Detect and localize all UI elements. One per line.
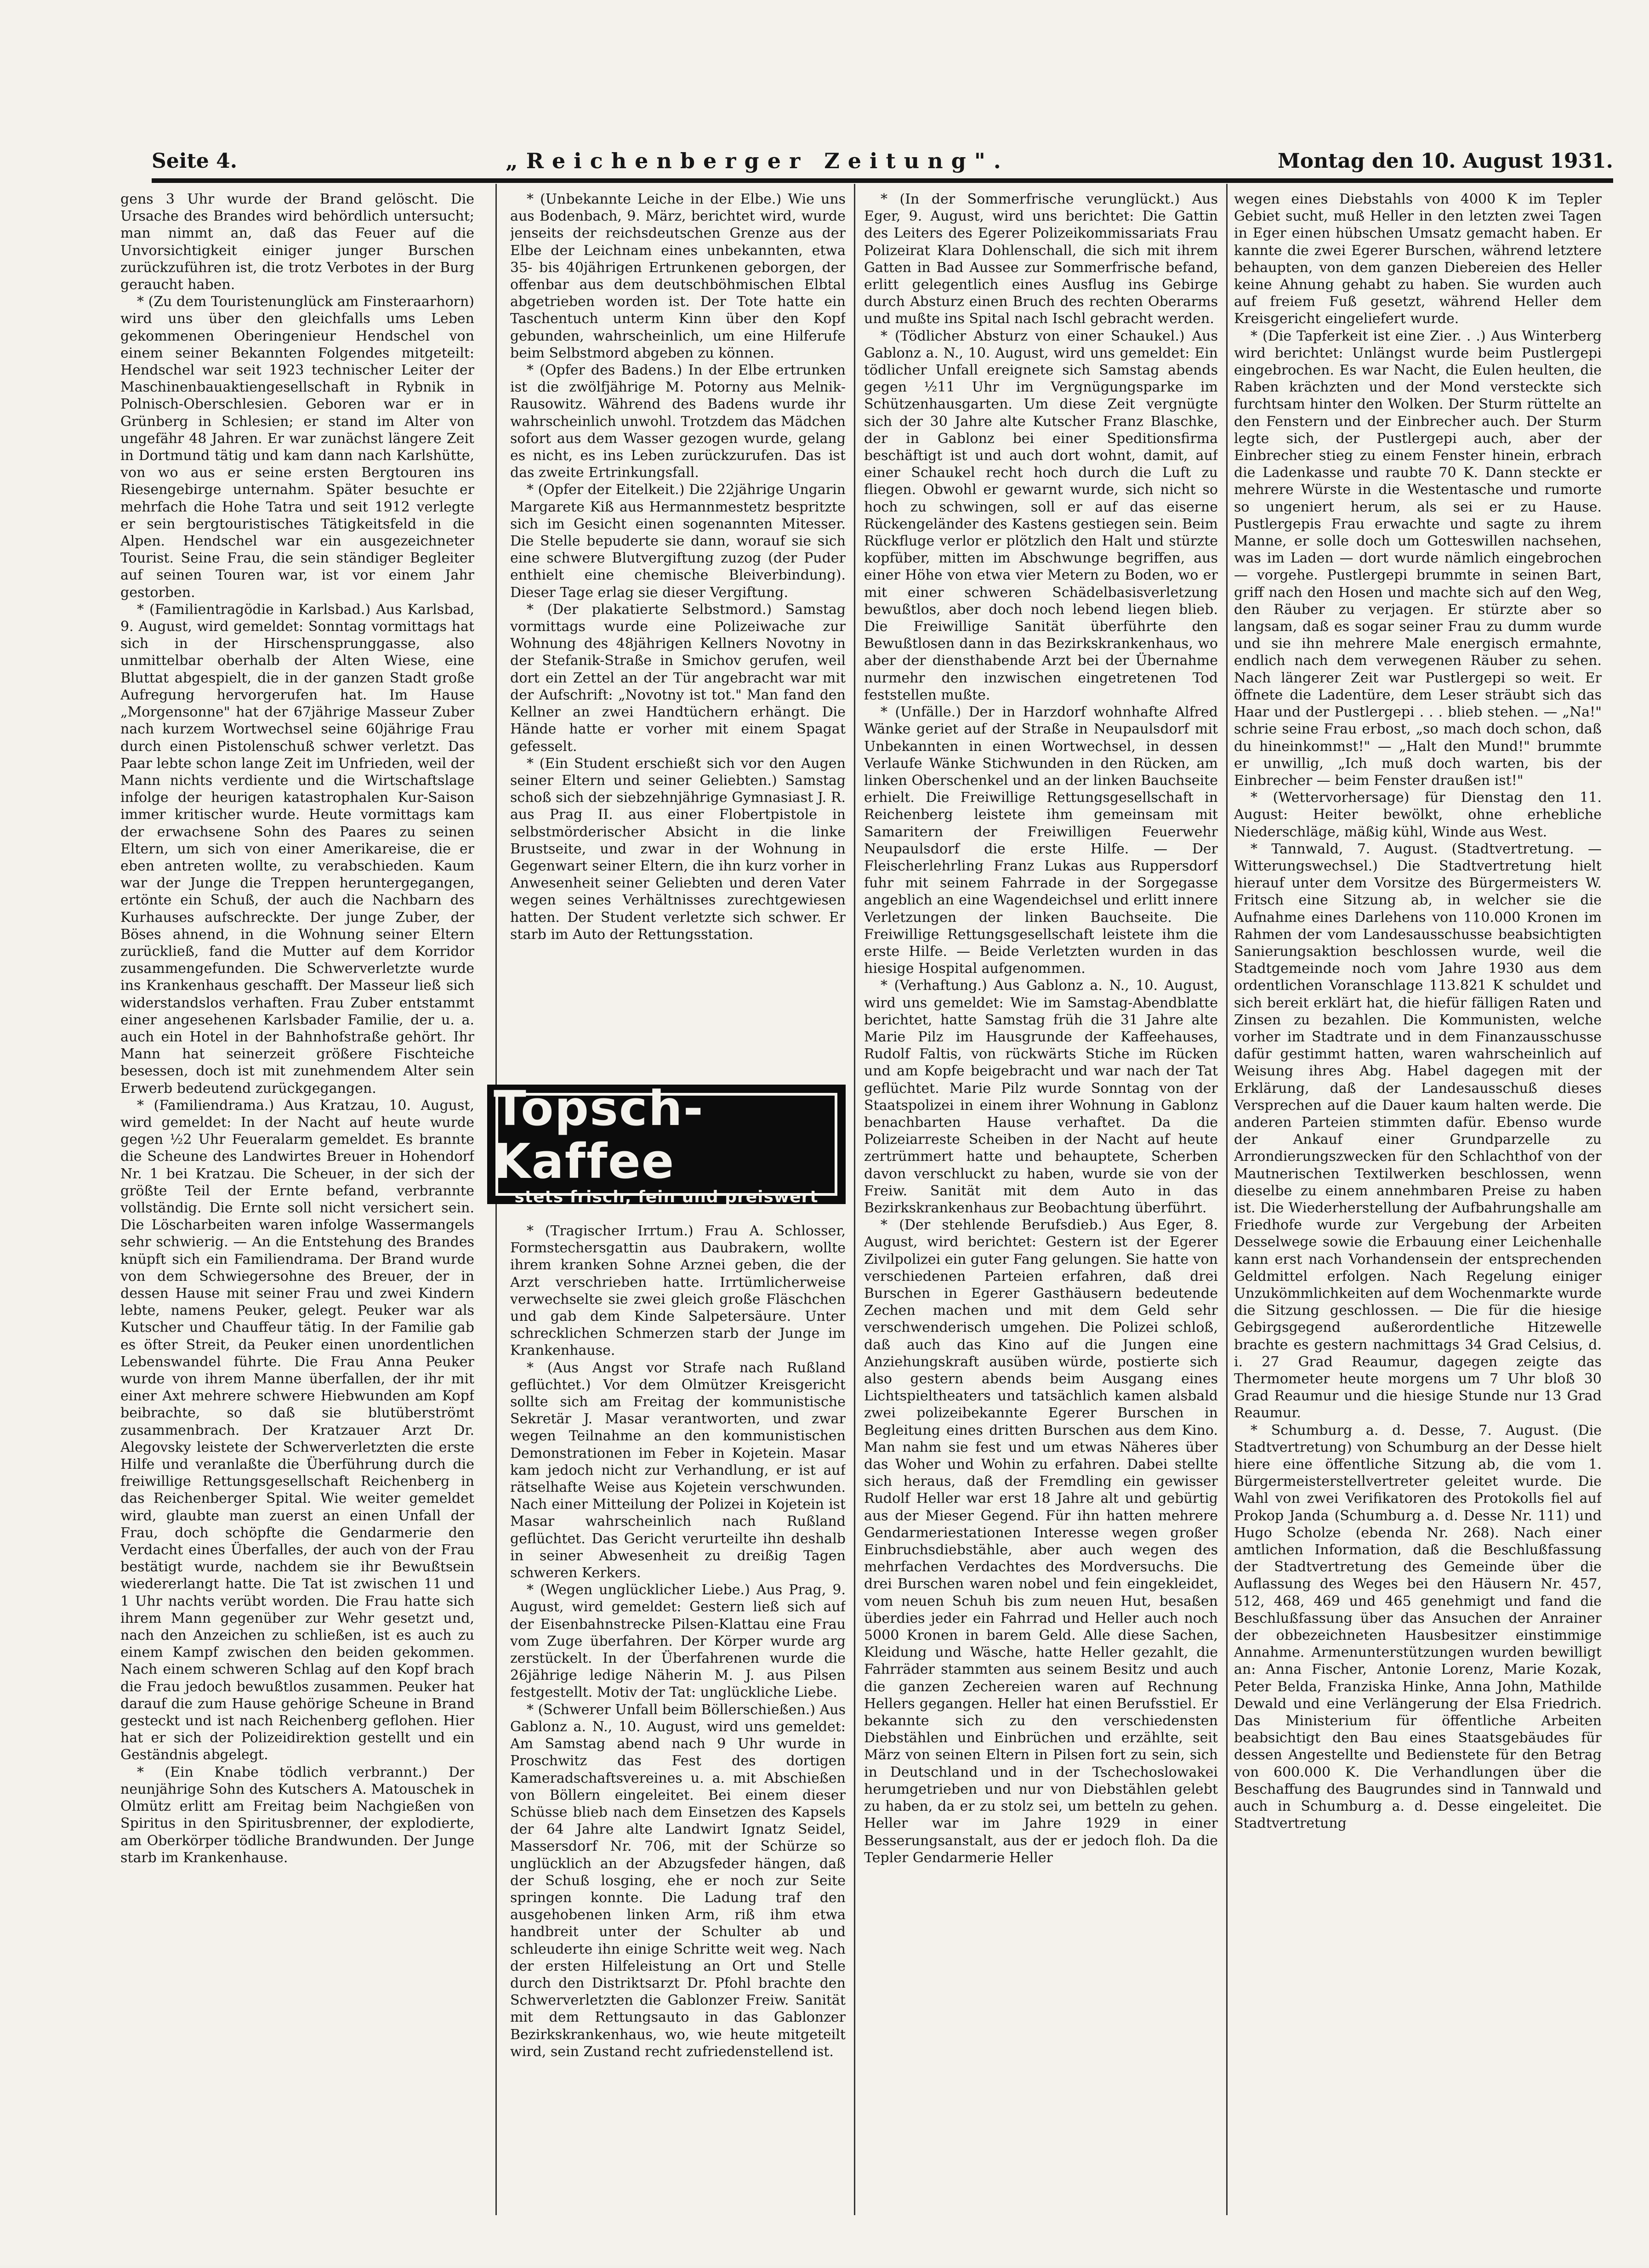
ad-brand: Topsch-Kaffee — [494, 1080, 704, 1189]
article-paragraph: * (Verhaftung.) Aus Gablonz a. N., 10. August, wird uns gemeldet: Wie im Samstag-Abendblatte berichtet, hatte Samstag früh die 31 Jahre alte Marie Pilz im Hausgrunde der Kaffeehauses, Rudolf Faltis, von rückwärts Stiche im Rücken und am Kopfe beigebracht und war nach der Tat geflüchtet. Marie Pilz wurde Sonntag von der Staatspolizei in einem ihrer Wohnung in Gablonz benachbarten Hause verhaftet. Da die Polizeiarreste Scheiben in der Nacht auf heute zertrümmert hatte und behauptete, Scherben davon verschluckt zu haben, wurde sie von der Freiw. Sanität mit dem Auto in das Bezirkskrankenhaus zur Beobachtung überführt. — [864, 978, 1218, 1216]
column-3 — [864, 191, 1218, 2268]
newspaper-title: „Reichenberger Zeitung". — [506, 148, 1009, 173]
article-paragraph: * (Die Tapferkeit ist eine Zier. . .) Aus Winterberg wird berichtet: Unlängst wurde beim Pustlergepi eingebrochen. Es war Nacht, die Eulen heulten, die Raben krächzten und der Mond versteckte sich furchtsam hinter den Wolken. Der Sturm rüttelte an den Fenstern und der Einbrecher auch. Der Sturm legte sich, der Pustlergepi auch, aber der Einbrecher stieg zu einem Fenster hinein, erbrach die Ladenkasse und raubte 70 K. Dann steckte er mehrere Würste in die Westentasche und rumorte so ungeniert herum, als sei er zu Hause. Pustlergepis Frau erwachte und sagte zu ihrem Manne, er solle doch um Gotteswillen nachsehen, was im Laden — dort wurde nämlich eingebrochen — vorgehe. Pustlergepi brummte in seinen Bart, griff nach den Hosen und machte sich auf den Weg, den Räuber zu verjagen. Er stürzte aber so langsam, daß es sogar seiner Frau zu dumm wurde und sie ihn mehrere Male energisch ermahnte, endlich nach dem verwegenen Räuber zu sehen. Nach längerer Zeit war Pustlergepi so weit. Er öffnete die Ladentüre, dem Leser sträubt sich das Haar und der Pustlergepi . . . blieb stehen. — „Na!" schrie seine Frau erbost, „so mach doch schon, daß du hineinkommst!" — „Halt den Mund!" brummte er unwillig, „Ich muß doch warten, bis der Einbrecher — beim Fenster draußen ist!" — [1234, 328, 1602, 789]
article-paragraph: * (Unbekannte Leiche in der Elbe.) Wie uns aus Bodenbach, 9. März, berichtet wird, wurde jenseits der reichsdeutschen Grenze aus der Elbe der Leichnam eines unbekannten, etwa 35- bis 40jährigen Ertrunkenen geborgen, der offenbar aus dem deutschböhmischen Elbtal abgetrieben worden ist. Der Tote hatte ein Taschentuch unterm Kinn über den Kopf gebunden, wahrscheinlich, um eine Hilferufe beim Selbstmord abgeben zu können. — [510, 191, 846, 361]
article-paragraph: * (Ein Knabe tödlich verbrannt.) Der neunjährige Sohn des Kutschers A. Matouschek in Olmütz erlitt am Freitag beim Nachgießen von Spiritus in den Spiritusbrenner, der explodierte, am Oberkörper tödliche Brandwunden. Der Junge starb im Krankenhause. — [120, 1764, 474, 1866]
article-paragraph: * (Wettervorhersage) für Dienstag den 11. August: Heiter bewölkt, ohne erhebliche Niederschläge, mäßig kühl, Winde aus West. — [1234, 790, 1602, 840]
article-paragraph: * Tannwald, 7. August. (Stadtvertretung. — Witterungswechsel.) Die Stadtvertretung hielt hierauf unter dem Vorsitze des Bürgermeisters W. Fritsch eine Sitzung ab, in welcher sie die Aufnahme eines Darlehens von 110.000 Kronen im Rahmen der vom Landesausschusse beabsichtigten Sanierungsaktion beschlossen wurde, weil die Stadtgemeinde noch vom Jahre 1930 aus dem ordentlichen Voranschlage 113.821 K schuldet und sich bereit erklärt hat, die hiefür fälligen Raten und Zinsen zu bezahlen. Die Kommunisten, welche vorher im Stadtrate und in dem Finanzausschusse dafür gestimmt hatten, waren wahrscheinlich auf Weisung ihres Abg. Habel dagegen mit der Erklärung, daß der Landesausschuß dieses Versprechen auf die Dauer kaum halten werde. Die anderen Parteien stimmten dafür. Ebenso wurde der Ankauf einer Grundparzelle zu Arrondierungszwecken für den Schlachthof von der Mautnerischen Textilwerken beschlossen, wenn dieselbe zu einem annehmbaren Preise zu haben ist. Die Wiederherstellung der Aufbahrungshalle am Friedhofe wurde zur Vergebung der Arbeiten Desselwege sowie die Erbauung einer Leichenhalle kann erst nach Vorhandensein der entsprechenden Geldmittel erfolgen. Nach Regelung einiger Unzukömmlichkeiten auf dem Wochenmarkte wurde die Sitzung geschlossen. — Die für die hiesige Gebirgsgegend außerordentliche Hitzewelle brachte es gestern nachmittags 34 Grad Celsius, d. i. 27 Grad Reaumur, dagegen zeigte das Thermometer heute morgens um 7 Uhr bloß 30 Grad Reaumur und die hiesige Stunde nur 13 Grad Reaumur. — [1234, 841, 1602, 1421]
article-paragraph: * (Der stehlende Berufsdieb.) Aus Eger, 8. August, wird berichtet: Gestern ist der Egerer Zivilpolizei ein guter Fang gelungen. Sie hatte von verschiedenen Parteien erfahren, daß drei Burschen in Egerer Gasthäusern bedeutende Zechen machen und mit dem Geld sehr verschwenderisch umgehen. Die Polizei schloß, daß auch das Kino auf die Jungen eine Anziehungskraft ausüben würde, postierte sich also gestern abends beim Ausgang eines Lichtspieltheaters und tatsächlich kamen alsbald zwei polizeibekannte Egerer Burschen in Begleitung eines dritten Burschen aus dem Kino. Man nahm sie fest und um etwas Näheres über das Woher und Wohin zu erfahren. Dabei stellte sich heraus, daß der Fremdling ein gewisser Rudolf Heller war erst 18 Jahre alt und gebürtig aus der Mieser Gegend. Für ihn hatten mehrere Gendarmeriestationen Interesse wegen großer Einbruchsdiebstähle, aber auch wegen des mehrfachen Verdachtes des Mordversuchs. Die drei Burschen waren nobel und fein eingekleidet, vom neuen Schuh bis zum neuen Hut, besaßen überdies jeder ein Fahrrad und Heller auch noch 5000 Kronen in barem Geld. Alle diese Sachen, Kleidung und Wäsche, hatte Heller gezahlt, die Fahrräder stammten aus seinem Besitz und auch die ganzen Zechereien waren auf Rechnung Hellers gegangen. Heller hat einen Berufsstiel. Er bekannte sich zu den verschiedensten Diebstählen und Einbrüchen und erzählte, seit März von seinen Eltern in Pilsen fort zu sein, sich in Deutschland und in der Tschechoslowakei herumgetrieben und nur von Diebstählen gelebt zu haben, da er zu stolz sei, um betteln zu gehen. Heller war im Jahre 1929 in einer Besserungsanstalt, aus der er jedoch floh. Da die Tepler Gendarmerie Heller — [864, 1217, 1218, 1866]
article-paragraph: gens 3 Uhr wurde der Brand gelöscht. Die Ursache des Brandes wird behördlich untersucht; man nimmt an, daß das Feuer auf die Unvorsichtigkeit einiger junger Burschen zurückzuführen ist, die trotz Verbotes in der Burg geraucht haben. — [120, 191, 474, 293]
article-paragraph: * (Familientragödie in Karlsbad.) Aus Karlsbad, 9. August, wird gemeldet: Sonntag vormittags hat sich in der Hirschensprunggasse, also unmittelbar oberhalb der Alten Wiese, eine Bluttat abgespielt, die in der ganzen Stadt große Aufregung hervorgerufen hat. Im Hause „Morgensonne" hat der 67jährige Masseur Zuber nach kurzem Wortwechsel seine 60jährige Frau durch einen Pistolenschuß schwer verletzt. Das Paar lebte schon lange Zeit im Unfrieden, weil der Mann nichts verdiente und die Wirtschaftslage infolge der heurigen katastrophalen Kur-Saison immer kritischer wurde. Heute vormittags kam der erwachsene Sohn des Paares zu seinen Eltern, um sich von einer Amerikareise, die er eben antreten wollte, zu verabschieden. Kaum war der Junge die Treppen heruntergegangen, ertönte ein Schuß, der auch die Nachbarn des Kurhauses aufschreckte. Der junge Zuber, der Böses ahnend, in die Wohnung seiner Eltern zurückließ, fand die Mutter auf dem Korridor zusammengefunden. Die Schwerverletzte wurde ins Krankenhaus geschafft. Der Masseur ließ sich widerstandslos verhaften. Frau Zuber entstammt einer angesehenen Karlsbader Familie, der u. a. auch ein Hotel in der Bahnhofstraße gehört. Ihr Mann hat seinerzeit größere Fischteiche besessen, doch ist mit zunehmendem Alter sein Erwerb bedeutend zurückgegangen. — [120, 601, 474, 1097]
ad-slogan: stets frisch, fein und preiswert — [514, 1187, 819, 1206]
column-divider — [1226, 184, 1228, 2215]
article-paragraph: * (Opfer der Eitelkeit.) Die 22jährige Ungarin Margarete Kiß aus Hermannmestetz bespritzte sich im Gesicht einen sogenannten Mitesser. Die Stelle bepuderte sie dann, worauf sie sich eine schwere Blutvergiftung zuzog (der Puder enthielt eine chemische Bleiverbindung). Dieser Tage erlag sie dieser Vergiftung. — [510, 482, 846, 601]
coffee-advertisement — [487, 1080, 846, 1206]
page-header — [152, 145, 1613, 177]
article-paragraph: * (Opfer des Badens.) In der Elbe ertrunken ist die zwölfjährige M. Potorny aus Melnik-Rausowitz. Während des Badens wurde ihr wahrscheinlich unwohl. Trotzdem das Mädchen sofort aus dem Wasser gezogen wurde, gelang es nicht, es ins Leben zurückzurufen. Das ist das zweite Ertrinkungsfall. — [510, 362, 846, 481]
article-paragraph: * (Wegen unglücklicher Liebe.) Aus Prag, 9. August, wird gemeldet: Gestern ließ sich auf der Eisenbahnstrecke Pilsen-Klattau eine Frau vom Zuge überfahren. Der Körper wurde arg zerstückelt. In der Überfahrenen wurde die 26jährige ledige Näherin M. J. aus Pilsen festgestellt. Motiv der Tat: unglückliche Liebe. — [510, 1582, 846, 1701]
article-paragraph: * (Tragischer Irrtum.) Frau A. Schlosser, Formstechersgattin aus Daubrakern, wollte ihrem kranken Sohne Arznei geben, die der Arzt verschrieben hatte. Irrtümlicherweise verwechselte sie zwei gleich große Fläschchen und gab dem Kinde Salpetersäure. Unter schrecklichen Schmerzen starb der Junge im Krankenhause. — [510, 1223, 846, 1359]
column-2-top — [510, 191, 846, 1078]
article-paragraph: * (Schwerer Unfall beim Böllerschießen.) Aus Gablonz a. N., 10. August, wird uns gemeldet: Am Samstag abend nach 9 Uhr wurde in Proschwitz das Fest des dortigen Kameradschaftsvereines u. a. mit Abschießen von Böllern eingeleitet. Bei einem dieser Schüsse blieb nach dem Einsetzen des Kapsels der 64 Jahre alte Landwirt Ignatz Seidel, Massersdorf Nr. 706, mit der Schürze so unglücklich an der Abzugsfeder hängen, daß der Schuß losging, ehe er noch zur Seite springen konnte. Die Ladung traf den ausgehobenen linken Arm, riß ihm etwa handbreit unter der Schulter ab und schleuderte ihn einige Schritte weit weg. Nach der ersten Hilfeleistung an Ort und Stelle durch den Distriktsarzt Dr. Pfohl brachte den Schwerverletzten die Gablonzer Freiw. Sanität mit dem Rettungsauto in das Gablonzer Bezirkskrankenhaus, wo, wie heute mitgeteilt wird, sein Zustand recht zufriedenstellend ist. — [510, 1701, 846, 2060]
column-1 — [120, 191, 474, 2268]
column-divider — [854, 184, 855, 2215]
article-paragraph: * (Zu dem Touristenunglück am Finsteraarhorn) wird uns über den gleichfalls ums Leben gekommenen Oberingenieur Hendschel von einem seiner Bekannten Folgendes mitgeteilt: Hendschel war seit 1923 technischer Leiter der Maschinenbauaktiengesellschaft in Rybnik in Polnisch-Oberschlesien. Geboren war er in Grünberg in Schlesien; er stand im Alter von ungefähr 48 Jahren. Er war zunächst längere Zeit in Dortmund tätig und kam dann nach Karlshütte, von wo aus er seine ersten Bergtouren ins Riesengebirge unternahm. Später besuchte er mehrfach die Hohe Tatra und seit 1912 verlegte er sein bergtouristisches Tätigkeitsfeld in die Alpen. Hendschel war ein ausgezeichneter Tourist. Seine Frau, die sein ständiger Begleiter auf seinen Touren war, ist vor einem Jahr gestorben. — [120, 294, 474, 601]
column-4 — [1234, 191, 1602, 2268]
article-paragraph: * (In der Sommerfrische verunglückt.) Aus Eger, 9. August, wird uns berichtet: Die Gattin des Leiters des Egerer Polizeikommissariats Frau Polizeirat Klara Dohlenschall, die sich mit ihrem Gatten in Bad Aussee zur Sommerfrische befand, erlitt gelegentlich eines Ausflug ins Gebirge durch Absturz einen Bruch des rechten Oberarms und mußte ins Spital nach Ischl gebracht werden. — [864, 191, 1218, 327]
article-paragraph: * (Der plakatierte Selbstmord.) Samstag vormittags wurde eine Polizeiwache zur Wohnung des 48jährigen Kellners Novotny in der Stefanik-Straße in Smichov gerufen, weil dort ein Zettel an der Tür angebracht war mit der Aufschrift: „Novotny ist tot." Man fand den Kellner an zwei Handtüchern erhängt. Die Hände hatte er vorher mit einem Spagat gefesselt. — [510, 601, 846, 755]
article-paragraph: wegen eines Diebstahls von 4000 K im Tepler Gebiet sucht, muß Heller in den letzten zwei Tagen in Eger einen hübschen Umsatz gemacht haben. Er kannte die zwei Egerer Burschen, während letztere behaupten, von dem ganzen Diebereien des Heller keine Ahnung gehabt zu haben. Sie wurden auch auf freiem Fuß gesetzt, während Heller dem Kreisgericht eingeliefert wurde. — [1234, 191, 1602, 327]
page-number: Seite 4. — [152, 149, 238, 173]
header-rule — [152, 178, 1613, 183]
article-paragraph: * (Tödlicher Absturz von einer Schaukel.) Aus Gablonz a. N., 10. August, wird uns gemeldet: Ein tödlicher Unfall ereignete sich Samstag abends gegen ½11 Uhr im Vergnügungsparke im Schützenhausgarten. Um diese Zeit vergnügte sich der 30 Jahre alte Kutscher Franz Blaschke, der in Gablonz bei einer Speditionsfirma beschäftigt ist und auch dort wohnt, damit, auf einer Schaukel recht hoch durch die Luft zu fliegen. Obwohl er gewarnt wurde, sich nicht so hoch zu schwingen, soll er auf das eiserne Rückengeländer des Kastens gestiegen sein. Beim Rückfluge verlor er plötzlich den Halt und stürzte kopfüber, mitten im Abschwunge begriffen, aus einer Höhe von etwa vier Metern zu Boden, wo er mit einer schweren Schädelbasisverletzung bewußtlos, aber doch noch lebend liegen blieb. Die Freiwillige Sanität überführte den Bewußtlosen dann in das Bezirkskrankenhaus, wo aber der diensthabende Arzt bei der Übernahme nurmehr den inzwischen eingetretenen Tod feststellen mußte. — [864, 328, 1218, 703]
issue-date: Montag den 10. August 1931. — [1278, 149, 1613, 173]
article-paragraph: * (Familiendrama.) Aus Kratzau, 10. August, wird gemeldet: In der Nacht auf heute wurde gegen ½2 Uhr Feueralarm gemeldet. Es brannte die Scheune des Landwirtes Breuer in Hohendorf Nr. 1 bei Kratzau. Die Scheuer, in der sich der größte Teil der Ernte befand, verbrannte vollständig. Die Ernte soll nicht versichert sein. Die Löscharbeiten waren infolge Wassermangels sehr schwierig. — An die Entstehung des Brandes knüpft sich ein Familiendrama. Der Brand wurde von dem Schwiegersohne des Breuer, der in dessen Hause mit seiner Frau und zwei Kindern lebte, namens Peuker, gelegt. Peuker war als Kutscher und Chauffeur tätig. In der Familie gab es öfter Streit, da Peuker einen unordentlichen Lebenswandel führte. Die Frau Anna Peuker wurde von ihrem Manne überfallen, der ihr mit einer Axt mehrere schwere Hiebwunden am Kopf beibrachte, so daß sie blutüberströmt zusammenbrach. Der Kratzauer Arzt Dr. Alegovsky leistete der Schwerverletzten die erste Hilfe und veranlaßte die Überführung durch die freiwillige Rettungsgesellschaft Reichenberg in das Reichenberger Spital. Wie weiter gemeldet wird, glaubte man zuerst an einen Unfall der Frau, doch schöpfte die Gendarmerie den Verdacht eines Überfalles, der auch von der Frau bestätigt wurde, nachdem sie ihr Bewußtsein wiedererlangt hatte. Die Tat ist zwischen 11 und 1 Uhr nachts verübt worden. Die Frau hatte sich ihrem Mann gegenüber zur Wehr gesetzt und, nach den Anzeichen zu schließen, ist es auch zu einem Kampf zwischen den beiden gekommen. Nach einem schweren Schlag auf den Kopf brach die Frau jedoch bewußtlos zusammen. Peuker hat darauf die zum Hause gehörige Scheune in Brand gesteckt und ist nach Reichenberg geflohen. Hier hat er sich der Polizeidirektion gestellt und ein Geständnis abgelegt. — [120, 1097, 474, 1763]
article-paragraph: * (Aus Angst vor Strafe nach Rußland geflüchtet.) Vor dem Olmützer Kreisgericht sollte sich am Freitag der kommunistische Sekretär J. Masar verantworten, und zwar wegen Teilnahme an den kommunistischen Demonstrationen im Feber in Kojetein. Masar kam jedoch nicht zur Verhandlung, er ist auf rätselhafte Weise aus Kojetein verschwunden. Nach einer Mitteilung der Polizei in Kojetein ist Masar wahrscheinlich nach Rußland geflüchtet. Das Gericht verurteilte ihn deshalb in seiner Abwesenheit zu dreißig Tagen schweren Kerkers. — [510, 1359, 846, 1581]
article-paragraph: * Schumburg a. d. Desse, 7. August. (Die Stadtvertretung) von Schumburg an der Desse hielt hiere eine öffentliche Sitzung ab, die vom 1. Bürgermeisterstellvertreter geleitet wurde. Die Wahl von zwei Verifikatoren des Protokolls fiel auf Prokop Janda (Schumburg a. d. Desse Nr. 111) und Hugo Scholze (ebenda Nr. 268). Nach einer amtlichen Information, daß die Beschlußfassung der Stadtvertretung des Gemeinde über die Auflassung des Weges bei den Häusern Nr. 457, 512, 468, 469 und 465 genehmigt und fand die Beschlußfassung über das Ansuchen der Anrainer der obbezeichneten Hausbesitzer einstimmige Annahme. Armenunterstützungen wurden bewilligt an: Anna Fischer, Antonie Lorenz, Marie Kozak, Peter Belda, Franziska Hinke, Anna John, Mathilde Dewald und eine Verlängerung der Elsa Friedrich. Das Ministerium für öffentliche Arbeiten beabsichtigt den Bau eines Staatsgebäudes für dessen Angestellte und Bedienstete für den Betrag von 600.000 K. Die Verhandlungen über die Beschaffung des Baugrundes sind in Tannwald und auch in Schumburg a. d. Desse eingeleitet. Die Stadtvertretung — [1234, 1422, 1602, 1832]
column-2-bottom — [510, 1222, 846, 2077]
article-paragraph: * (Ein Student erschießt sich vor den Augen seiner Eltern und seiner Geliebten.) Samstag schoß sich der siebzehnjährige Gymnasiast J. R. aus Prag II. aus einer Flobertpistole in selbstmörderischer Absicht in die linke Brustseite, und zwar in der Wohnung in Gegenwart seiner Eltern, die ihn kurz vorher in Anwesenheit seiner Geliebten und deren Vater wegen seines Verhältnisses zurechtgewiesen hatten. Der Student verletzte sich schwer. Er starb im Auto der Rettungsstation. — [510, 755, 846, 943]
article-paragraph: * (Unfälle.) Der in Harzdorf wohnhafte Alfred Wänke geriet auf der Straße in Neupaulsdorf mit Unbekannten in einen Wortwechsel, in dessen Verlaufe Wänke Stichwunden in den Rücken, am linken Oberschenkel und an der linken Bauchseite erhielt. Die Freiwillige Rettungsgesellschaft in Reichenberg leistete ihm gemeinsam mit Samaritern der Freiwilligen Feuerwehr Neupaulsdorf die erste Hilfe. — Der Fleischerlehrling Franz Lukas aus Ruppersdorf fuhr mit seinem Fahrrade in der Sorgegasse angeblich an eine Wagendeichsel und erlitt innere Verletzungen der linken Bauchseite. Die Freiwillige Rettungsgesellschaft leistete ihm die erste Hilfe. — Beide Verletzten wurden in das hiesige Hospital aufgenommen. — [864, 704, 1218, 977]
